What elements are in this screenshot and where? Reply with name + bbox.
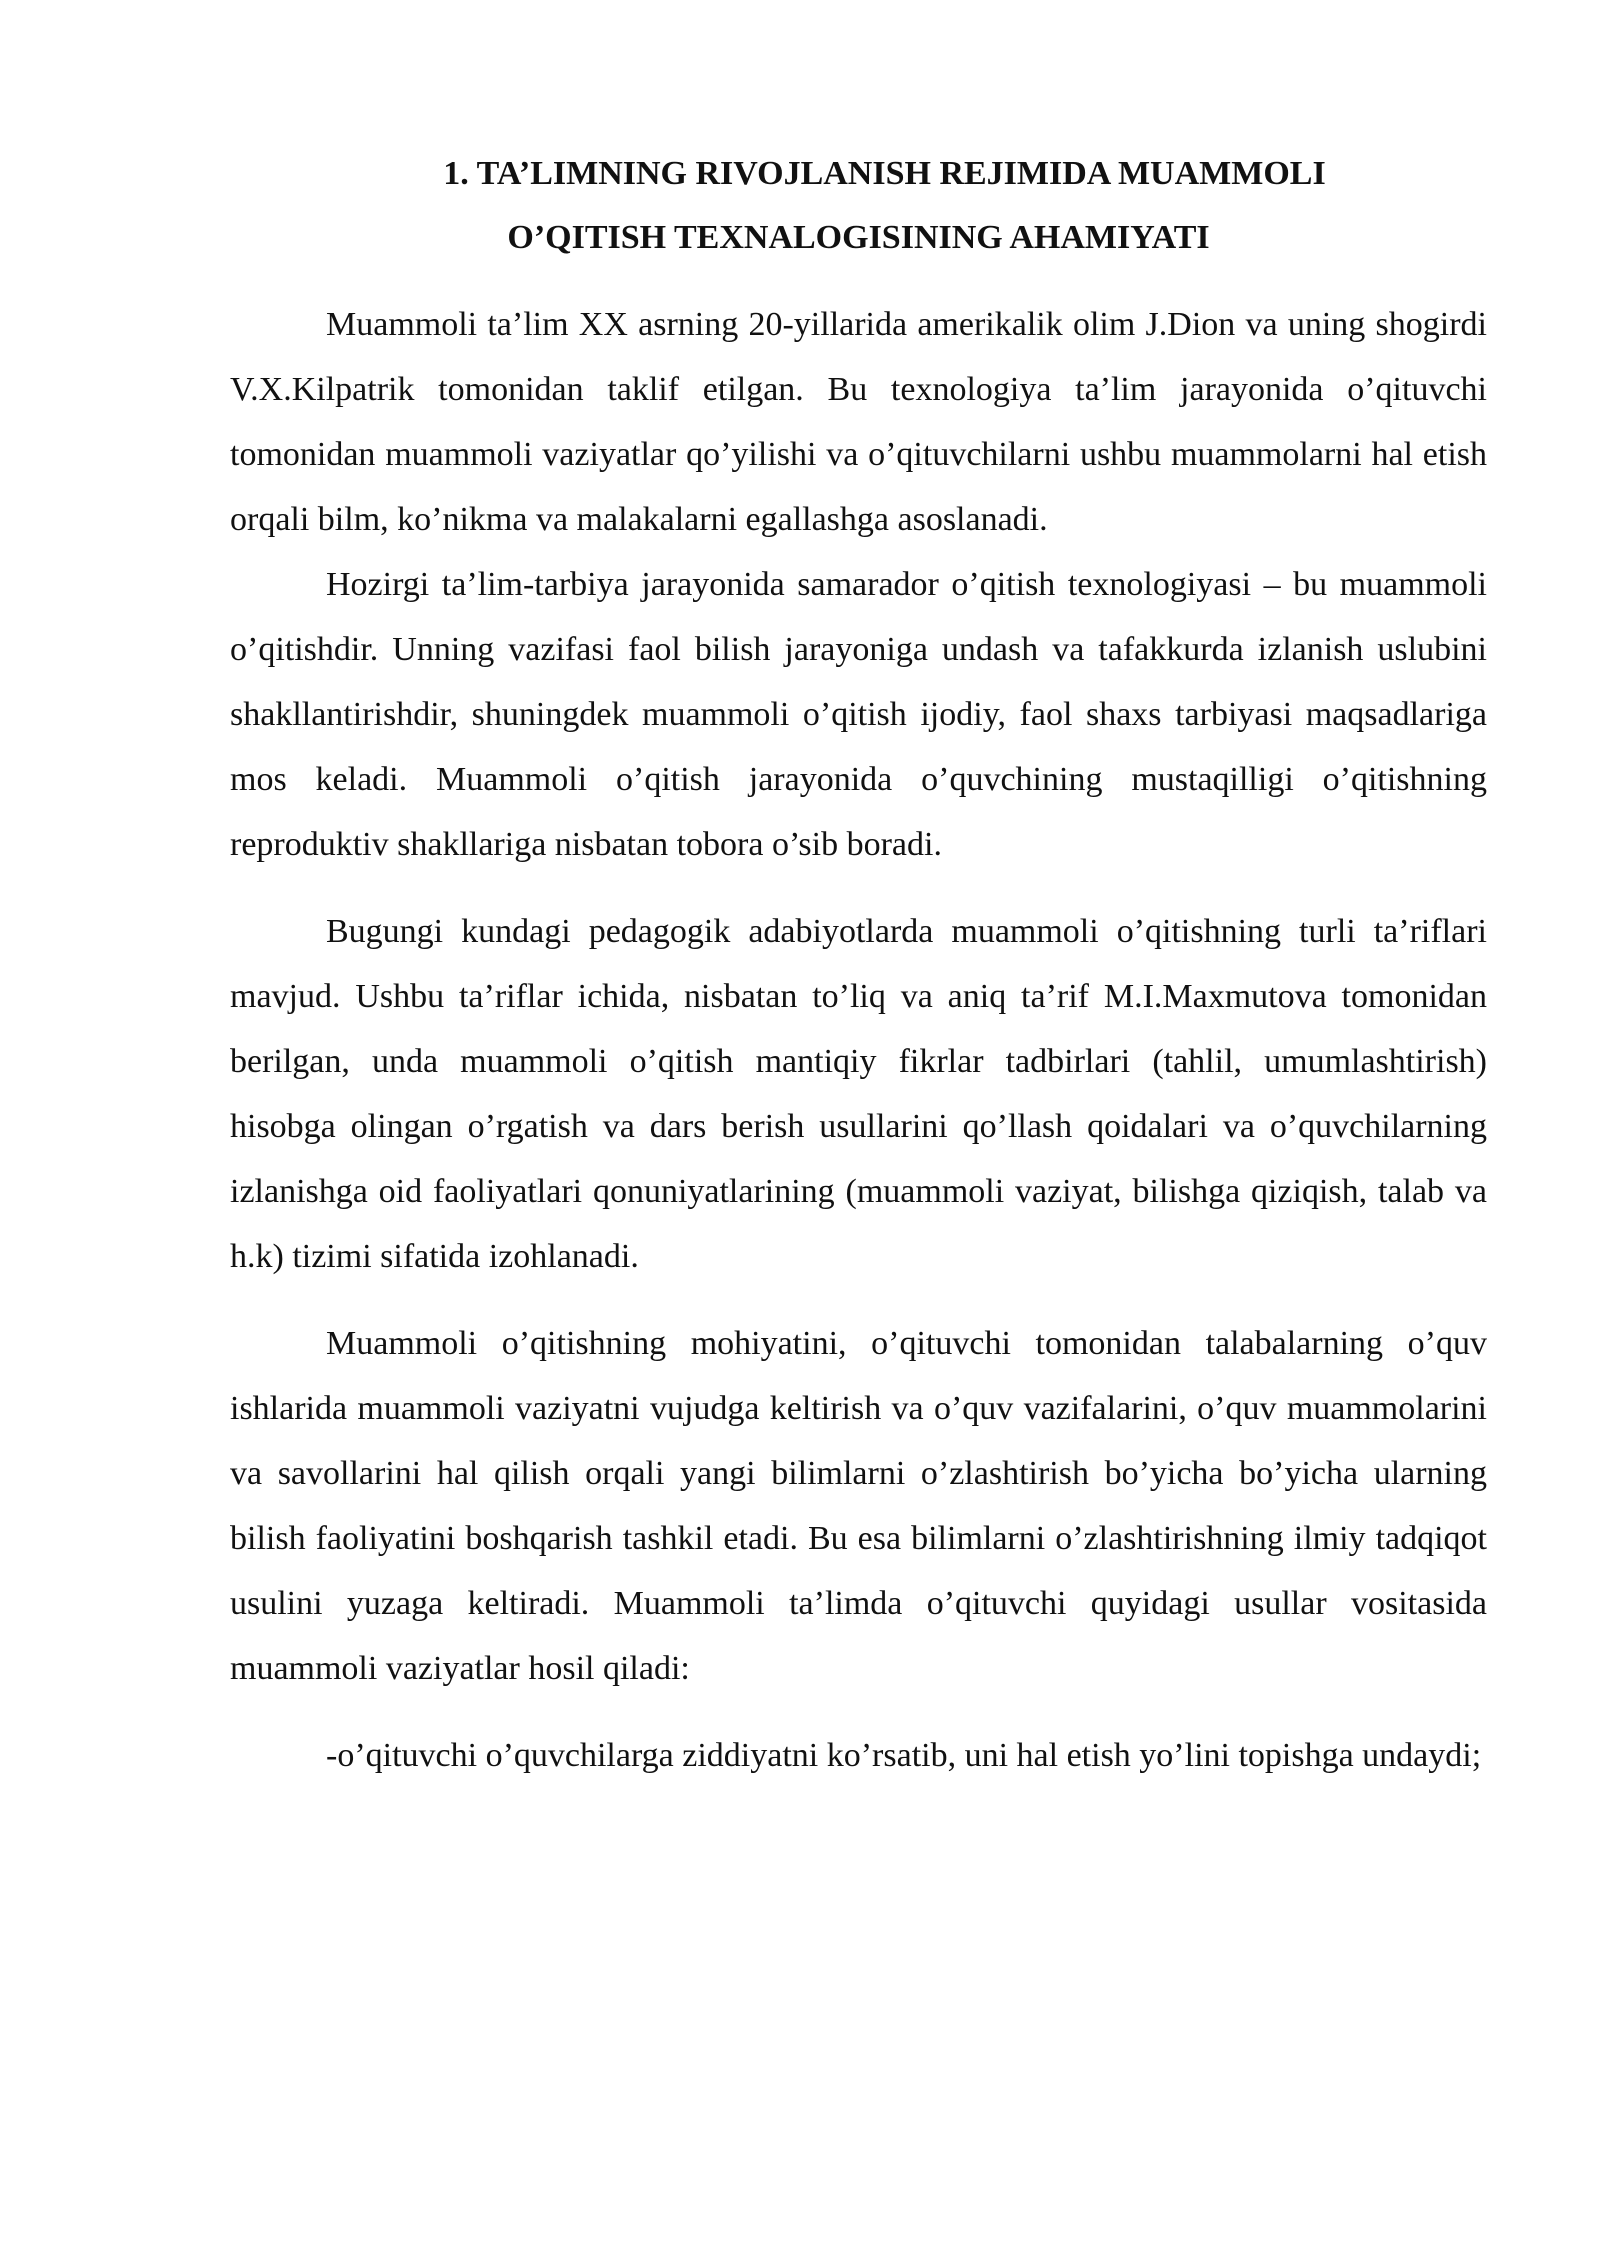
heading-line-2: O’QITISH TEXNALOGISINING AHAMIYATI xyxy=(507,219,1210,256)
paragraph-2: Hozirgi ta’lim-tarbiya jarayonida samarador o’qitish texnologiyasi – bu muammoli o’qitishdir. Unning vazifasi faol bilish jarayoniga undash va tafakkurda izlanish uslubini shakllantirishdir, shuningdek muammoli o’qitish ijodiy, faol shaxs tarbiyasi maqsadlariga mos keladi. Muammoli o’qitish jarayonida o’quvchining mustaqilligi o’qitishning reproduktiv shakllariga nisbatan tobora o’sib boradi. xyxy=(230,566,1487,863)
heading-line-1: 1. TA’LIMNING RIVOJLANISH REJIMIDA MUAMMOLI xyxy=(443,155,1326,192)
section-heading xyxy=(230,142,1487,270)
paragraph-1: Muammoli ta’lim XX asrning 20-yillarida amerikalik olim J.Dion va uning shogirdi V.X.Kilpatrik tomonidan taklif etilgan. Bu texnologiya ta’lim jarayonida o’qituvchi tomonidan muammoli vaziyatlar qo’yilishi va o’qituvchilarni ushbu muammolarni hal etish orqali bilm, ko’nikma va malakalarni egallashga asoslanadi. xyxy=(230,306,1487,538)
paragraph-3: Bugungi kundagi pedagogik adabiyotlarda muammoli o’qitishning turli ta’riflari mavjud. Ushbu ta’riflar ichida, nisbatan to’liq va aniq ta’rif M.I.Maxmutova tomonidan berilgan, unda muammoli o’qitish mantiqiy fikrlar tadbirlari (tahlil, umumlashtirish) hisobga olingan o’rgatish va dars berish usullarini qo’llash qoidalari va o’quvchilarning izlanishga oid faoliyatlari qonuniyatlarining (muammoli vaziyat, bilishga qiziqish, talab va h.k) tizimi sifatida izohlanadi. xyxy=(230,913,1487,1275)
document-body xyxy=(230,292,1487,1788)
paragraph-4: Muammoli o’qitishning mohiyatini, o’qituvchi tomonidan talabalarning o’quv ishlarida muammoli vaziyatni vujudga keltirish va o’quv vazifalarini, o’quv muammolarini va savollarini hal qilish orqali yangi bilimlarni o’zlashtirish bo’yicha bo’yicha ularning bilish faoliyatini boshqarish tashkil etadi. Bu esa bilimlarni o’zlashtirishning ilmiy tadqiqot usulini yuzaga keltiradi. Muammoli ta’limda o’qituvchi quyidagi usullar vositasida muammoli vaziyatlar hosil qiladi: xyxy=(230,1325,1487,1687)
paragraph-5: -o’qituvchi o’quvchilarga ziddiyatni ko’rsatib, uni hal etish yo’lini topishga undaydi; xyxy=(326,1737,1482,1774)
